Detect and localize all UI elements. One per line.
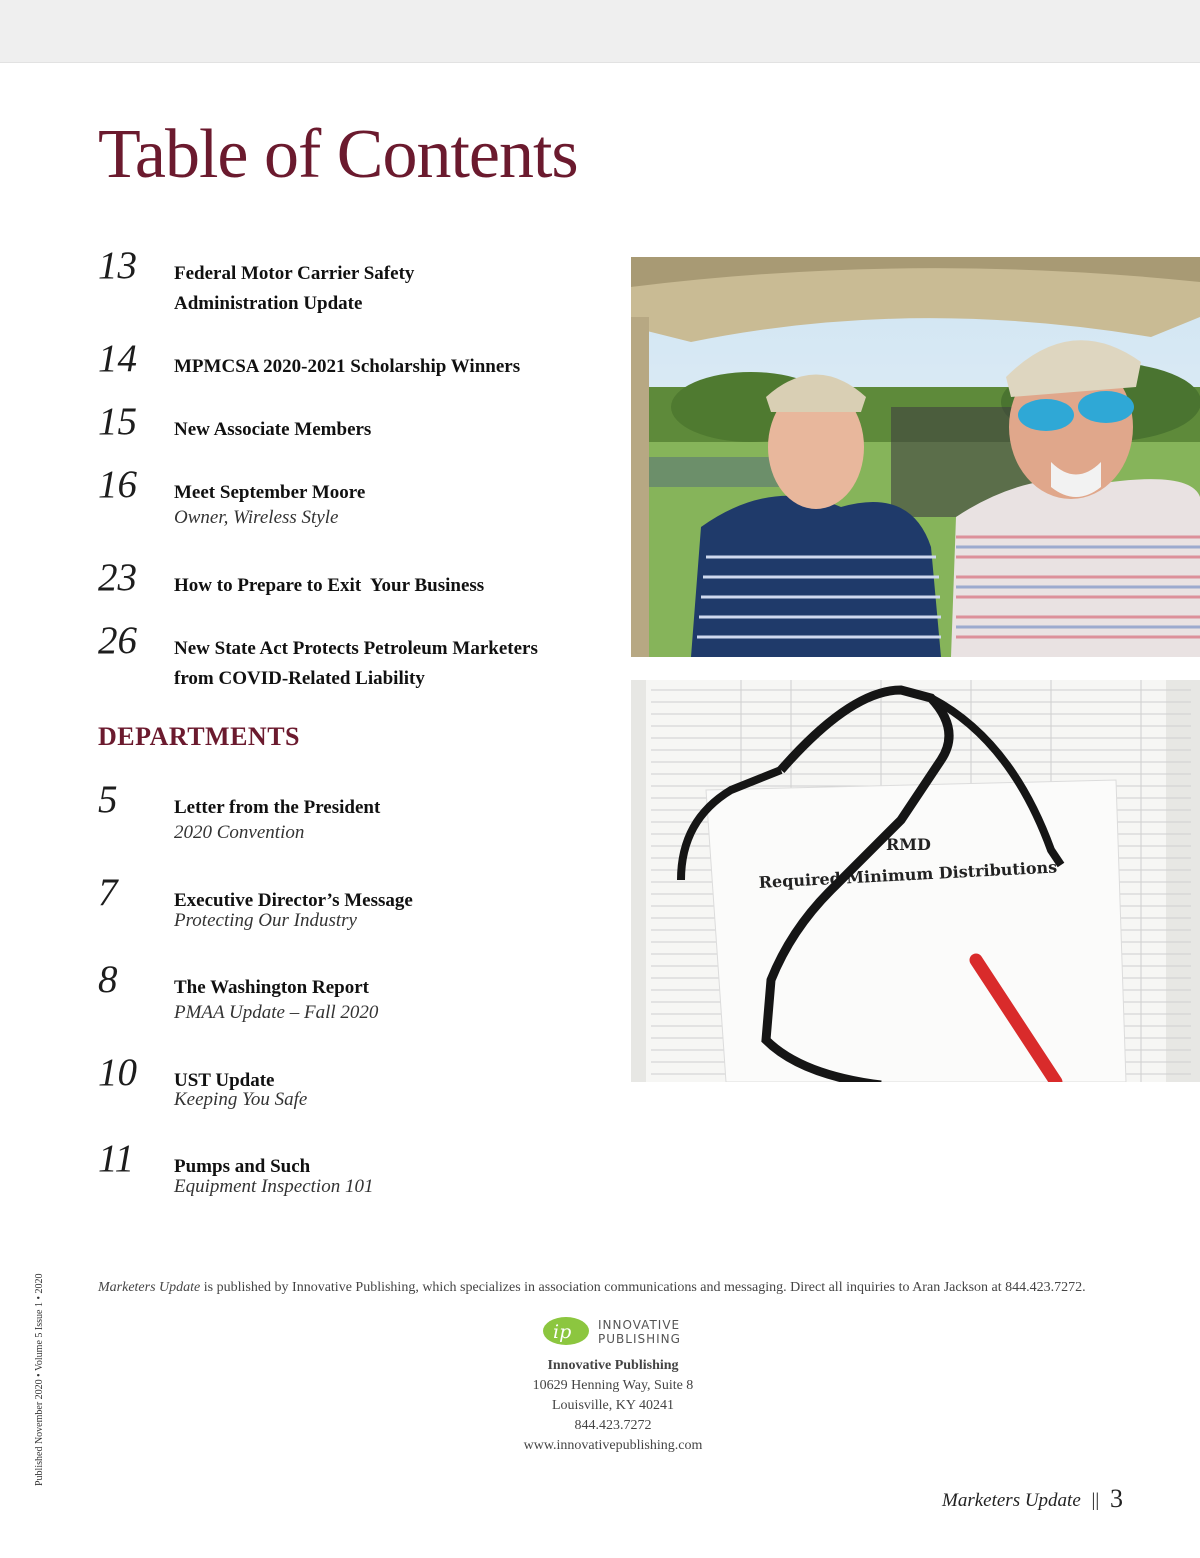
toc-entry[interactable] xyxy=(98,1139,598,1204)
rmd-document-photo xyxy=(631,680,1200,1082)
golf-cart-illustration xyxy=(631,257,1200,657)
top-bar xyxy=(0,0,1200,63)
entry-title: UST Update xyxy=(174,1070,275,1091)
page-number-label: 23 xyxy=(98,556,137,599)
running-title xyxy=(942,1490,1099,1512)
innovative-publishing-logo xyxy=(542,1316,692,1346)
rmd-label: RMD xyxy=(886,835,931,854)
entry-title: Letter from the President xyxy=(174,797,381,818)
entry-title: The Washington Report xyxy=(174,977,369,998)
running-title-text: Marketers Update xyxy=(942,1490,1081,1511)
entry-subtitle: Equipment Inspection 101 xyxy=(174,1176,374,1197)
svg-text:ip: ip xyxy=(553,1321,572,1343)
entry-subtitle: 2020 Convention xyxy=(174,822,305,843)
page-number-label: 5 xyxy=(98,778,118,821)
page-title: Table of Contents xyxy=(98,116,578,193)
publication-note xyxy=(98,1280,1158,1296)
toc-entry[interactable] xyxy=(98,621,598,691)
entry-title: How to Prepare to Exit Your Business xyxy=(174,575,485,596)
page-number-label: 16 xyxy=(98,463,137,506)
page-number-label: 13 xyxy=(98,244,137,287)
toc-entry[interactable] xyxy=(98,402,598,442)
phone-number: 844.423.7272 xyxy=(574,1418,652,1433)
publisher-name: Innovative Publishing xyxy=(547,1358,679,1373)
publication-note-text: is published by Innovative Publishing, which specializes in association communications and messaging. Direct all inquiries to Aran Jackson at 844.423.7272. xyxy=(200,1280,1086,1295)
toc-entry[interactable] xyxy=(98,246,598,316)
entry-subtitle: PMAA Update – Fall 2020 xyxy=(174,1002,379,1023)
rmd-illustration xyxy=(631,680,1200,1082)
running-separator: || xyxy=(1091,1490,1100,1511)
entry-subtitle: Keeping You Safe xyxy=(174,1089,308,1110)
entry-title: Federal Motor Carrier Safety Administration Update xyxy=(174,263,415,314)
toc-entry[interactable] xyxy=(98,339,598,379)
golf-cart-photo xyxy=(631,257,1200,657)
issue-side-note: Published November 2020 • Volume 5 Issue 1 • 2020 xyxy=(34,1273,45,1486)
toc-entry[interactable] xyxy=(98,873,598,938)
rmd-subtitle: Required Minimum Distributions xyxy=(758,857,1058,892)
entry-subtitle: Protecting Our Industry xyxy=(174,910,357,931)
page-number-label: 7 xyxy=(98,871,118,914)
entry-title: Executive Director’s Message xyxy=(174,890,413,911)
toc-entry[interactable] xyxy=(98,780,598,850)
toc-entry[interactable] xyxy=(98,1053,598,1118)
page-number-label: 26 xyxy=(98,619,137,662)
page-number-label: 10 xyxy=(98,1051,137,1094)
street-address: 10629 Henning Way, Suite 8 xyxy=(532,1378,694,1393)
entry-title: New Associate Members xyxy=(174,419,372,440)
publication-name: Marketers Update xyxy=(98,1280,201,1295)
page-number-label: 11 xyxy=(98,1137,135,1180)
departments-heading: DEPARTMENTS xyxy=(98,722,301,751)
logo-line-1: INNOVATIVE xyxy=(598,1318,681,1332)
toc-entry[interactable] xyxy=(98,558,598,598)
logo-line-2: PUBLISHING xyxy=(598,1332,681,1346)
page-number-label: 8 xyxy=(98,958,118,1001)
entry-title: MPMCSA 2020-2021 Scholarship Winners xyxy=(174,356,521,377)
page-number-label: 15 xyxy=(98,400,137,443)
toc-entry[interactable] xyxy=(98,465,598,535)
page-number: 3 xyxy=(1110,1484,1123,1513)
city-address: Louisville, KY 40241 xyxy=(552,1398,674,1413)
page-number-label: 14 xyxy=(98,337,137,380)
entry-subtitle: Owner, Wireless Style xyxy=(174,507,339,528)
publisher-address xyxy=(460,1356,766,1456)
toc-entry[interactable] xyxy=(98,960,598,1030)
website-link[interactable]: www.innovativepublishing.com xyxy=(523,1438,703,1453)
entry-title: Pumps and Such xyxy=(174,1156,311,1177)
entry-title: Meet September Moore xyxy=(174,482,366,503)
entry-title: New State Act Protects Petroleum Marketers from COVID-Related Liability xyxy=(174,638,538,689)
